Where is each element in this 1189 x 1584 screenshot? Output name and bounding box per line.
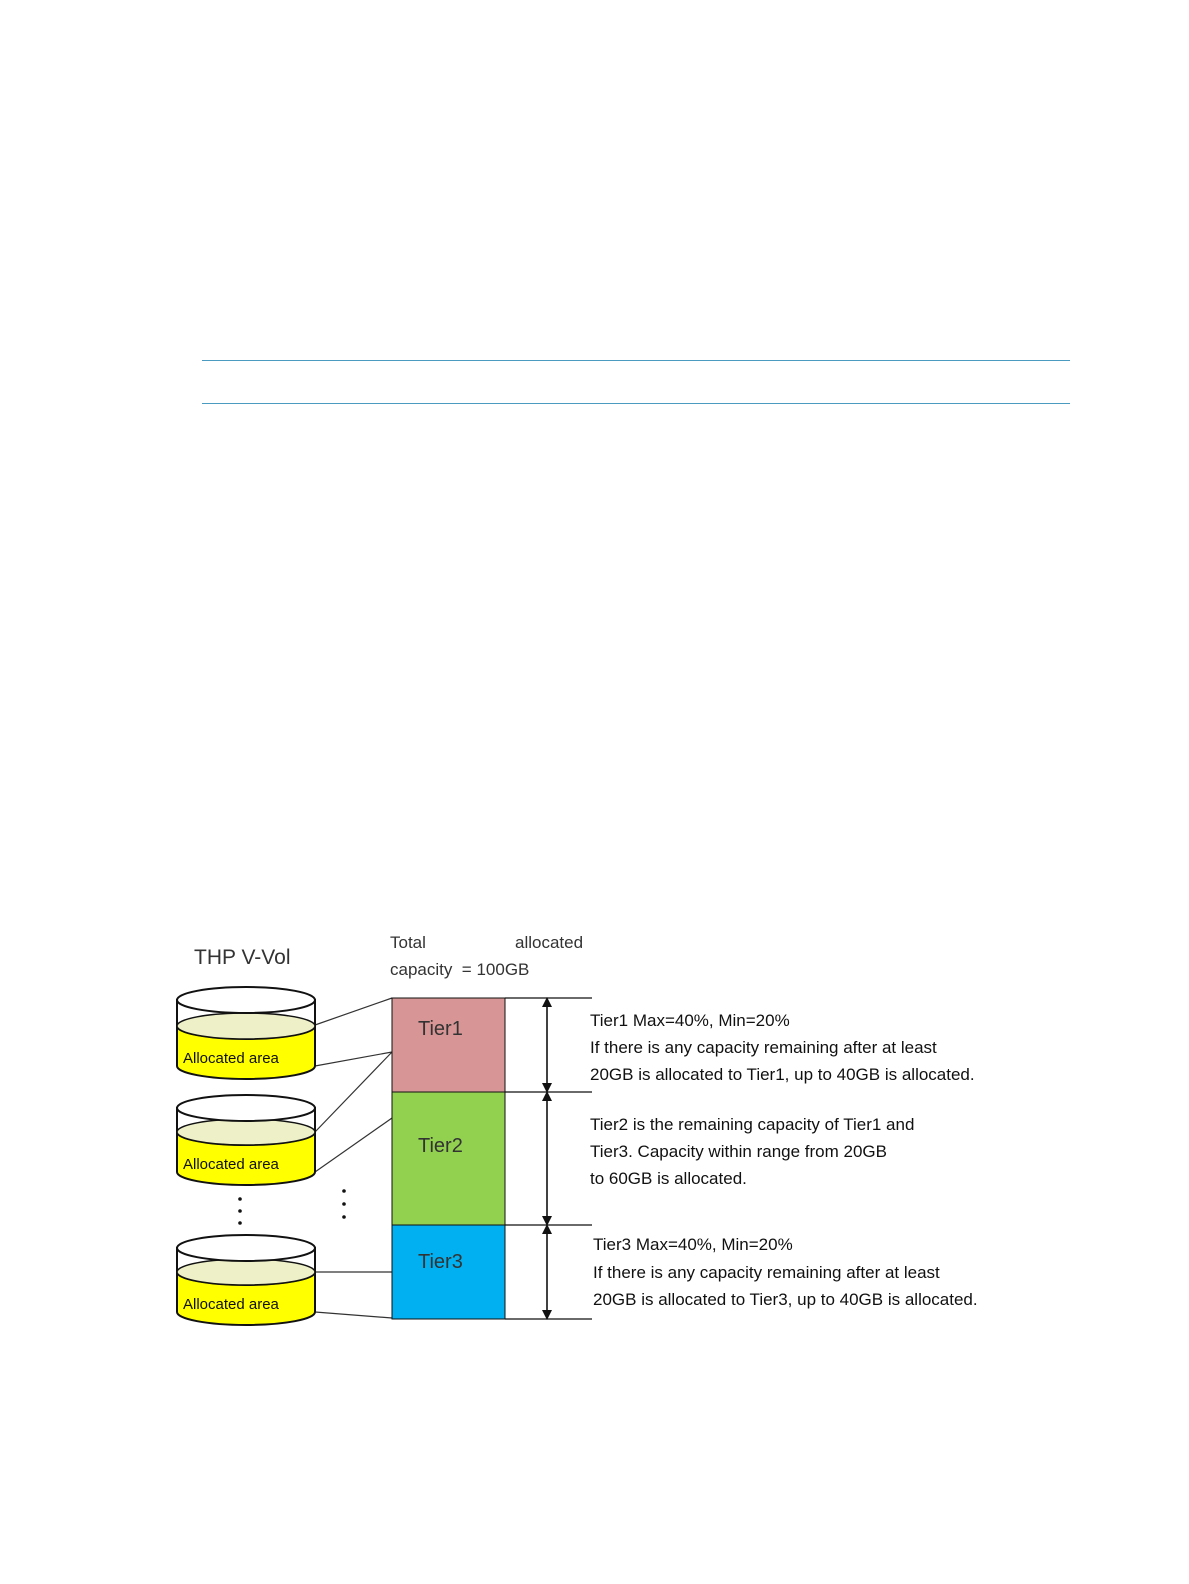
- cylinder-top-rim: [177, 987, 315, 1013]
- volume-cylinder: [177, 987, 315, 1079]
- tier1-label: Tier1: [418, 1018, 463, 1040]
- tier1-block: [392, 998, 505, 1092]
- cylinder-fill-surface: [177, 1119, 315, 1145]
- connector-lines: [315, 998, 392, 1318]
- allocated-word: allocated: [515, 933, 584, 952]
- tier3-description: [593, 1235, 978, 1309]
- allocated-area-label: Allocated area: [183, 1050, 279, 1067]
- tier1-desc-line: 20GB is allocated to Tier1, up to 40GB is allocated.: [590, 1065, 975, 1084]
- cylinder-fill-surface: [177, 1259, 315, 1285]
- connector-line: [315, 998, 392, 1025]
- total-word: Total: [390, 933, 426, 952]
- connector-line: [315, 1312, 392, 1318]
- cylinder-top-rim: [177, 1095, 315, 1121]
- boundary-lines: [505, 998, 592, 1319]
- tier1-description: [590, 1011, 975, 1084]
- connector-line: [315, 1118, 392, 1172]
- tier2-desc-line: Tier3. Capacity within range from 20GB: [590, 1142, 887, 1161]
- volume-cylinder: [177, 1095, 315, 1185]
- allocated-area-label: Allocated area: [183, 1296, 279, 1313]
- tier2-desc-line: Tier2 is the remaining capacity of Tier1 and: [590, 1115, 915, 1134]
- tier1-desc-line: If there is any capacity remaining after at least: [590, 1038, 937, 1057]
- allocated-area-label: Allocated area: [183, 1156, 279, 1173]
- cylinder-fill-surface: [177, 1013, 315, 1039]
- ellipsis-dots-right: [342, 1189, 346, 1219]
- capacity-line: capacity = 100GB: [390, 960, 530, 979]
- tier2-label: Tier2: [418, 1135, 463, 1157]
- tier2-block: [392, 1092, 505, 1225]
- tier3-desc-line: Tier3 Max=40%, Min=20%: [593, 1235, 793, 1254]
- volume-cylinder: [177, 1235, 315, 1325]
- tier2-desc-line: to 60GB is allocated.: [590, 1169, 747, 1188]
- volume-title: THP V-Vol: [194, 946, 291, 969]
- cylinder-top-rim: [177, 1235, 315, 1261]
- tier3-desc-line: If there is any capacity remaining after at least: [593, 1263, 940, 1282]
- tier2-description: [590, 1115, 914, 1188]
- ellipsis-dots-left: [238, 1197, 242, 1225]
- tier3-label: Tier3: [418, 1251, 463, 1273]
- tier1-desc-line: Tier1 Max=40%, Min=20%: [590, 1011, 790, 1030]
- tier3-desc-line: 20GB is allocated to Tier3, up to 40GB is allocated.: [593, 1290, 978, 1309]
